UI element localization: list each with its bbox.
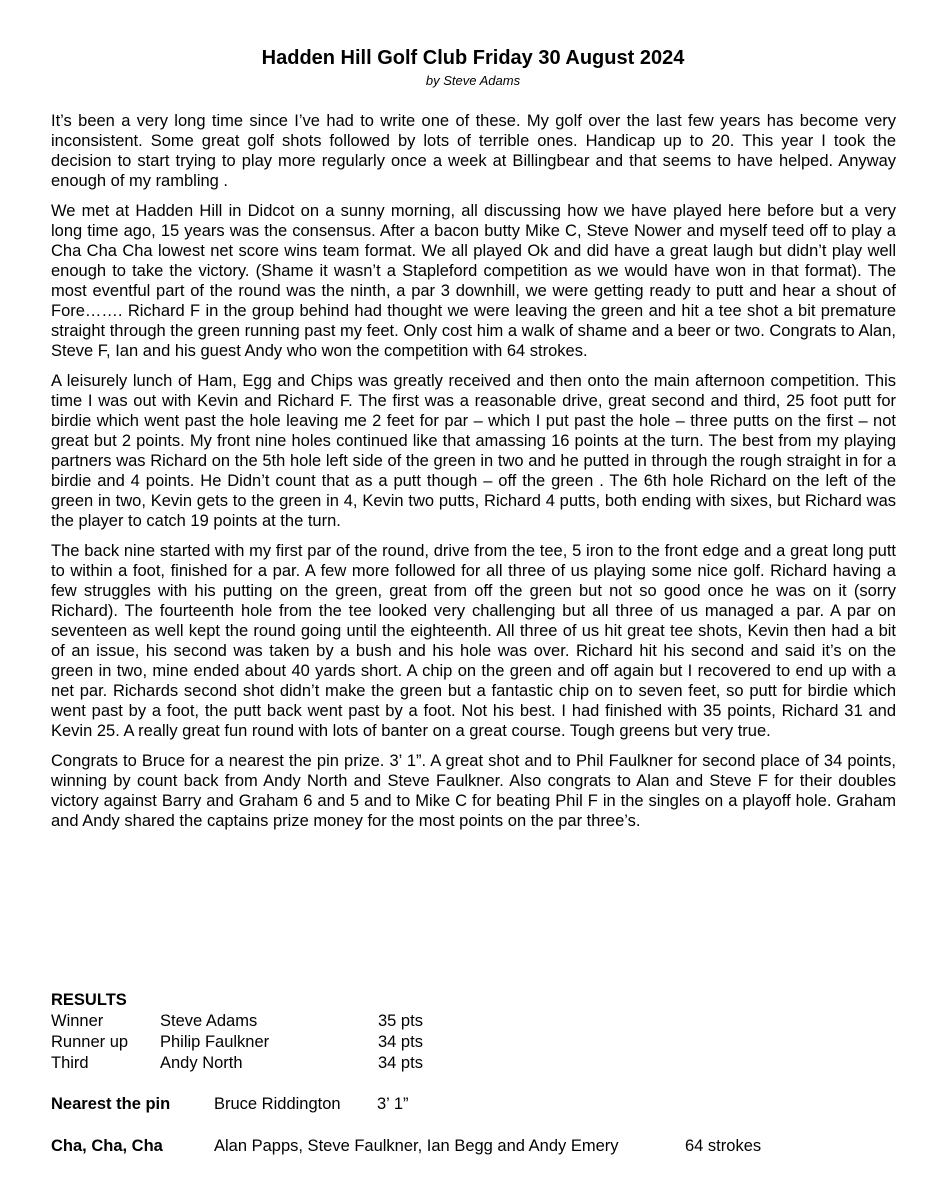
result-position: Third — [51, 1054, 89, 1072]
paragraph: Congrats to Bruce for a nearest the pin prize. 3’ 1”. A great shot and to Phil Faulkner for second place of 34 points, winning by count back from Andy North and Steve Faulkner. Also congrats to Alan and Steve F for their doubles victory against Barry and Graham 6 and 5 and to Mike C for beating Phil F in the singles on a playoff hole. Graham and Andy shared the captains prize money for the most points on the par three’s. — [51, 752, 896, 830]
result-row — [51, 1011, 896, 1032]
result-row — [51, 1032, 896, 1053]
results-heading: RESULTS — [51, 991, 127, 1009]
page-title: Hadden Hill Golf Club Friday 30 August 2024 — [261, 47, 685, 69]
cha-cha-cha-names: Alan Papps, Steve Faulkner, Ian Begg and Andy Emery — [214, 1137, 619, 1155]
paragraph: The back nine started with my first par of the round, drive from the tee, 5 iron to the front edge and a great long putt to within a foot, finished for a par. A few more followed for all three of us playing some nice golf. Richard having a few struggles with his putting on the green, great from off the green but not so good once he was on it (sorry Richard). The fourteenth hole from the tee looked very challenging but all three of us managed a par. A par on seventeen as well kept the round going until the eighteenth. All three of us hit great tee shots, Kevin then had a bit of an issue, his second was taken by a bush and his hole was over. Richard hit his second and said it’s on the green in two, mine ended about 40 yards short. A chip on the green and off again but I recovered to end up with a net par. Richards second shot didn’t make the green but a fantastic chip on to seven feet, so putt for birdie which went past by a foot, the putt back went past by a foot. Not his best. I had finished with 35 points, Richard 31 and Kevin 25. A really great fun round with lots of banter on a great course. Tough greens but very true. — [51, 542, 896, 740]
results-table — [51, 990, 896, 1074]
result-name: Andy North — [160, 1054, 243, 1072]
nearest-pin-name: Bruce Riddington — [214, 1095, 341, 1113]
result-points: 34 pts — [378, 1033, 423, 1051]
paragraph: We met at Hadden Hill in Didcot on a sunny morning, all discussing how we have played here before but a very long time ago, 15 years was the consensus. After a bacon butty Mike C, Steve Nower and myself teed off to play a Cha Cha Cha lowest net score wins team format. We all played Ok and did have a great laugh but didn’t play well enough to take the victory. (Shame it wasn’t a Stapleford competition as we would have won in that format). The most eventful part of the round was the ninth, a par 3 downhill, we were getting ready to putt and hear a shout of Fore……. Richard F in the group behind had thought we were leaving the green and hit a tee shot a bit premature straight through the green running past my feet. Only cost him a walk of shame and a beer or two. Congrats to Alan, Steve F, Ian and his guest Andy who won the competition with 64 strokes. — [51, 202, 896, 360]
cha-cha-cha-score: 64 strokes — [685, 1137, 762, 1155]
result-points: 35 pts — [378, 1012, 423, 1030]
result-name: Steve Adams — [160, 1012, 258, 1030]
nearest-pin-label: Nearest the pin — [51, 1095, 171, 1113]
article-body — [51, 111, 896, 841]
result-row — [51, 1053, 896, 1074]
paragraph: A leisurely lunch of Ham, Egg and Chips was greatly received and then onto the main afternoon competition. This time I was out with Kevin and Richard F. The first was a reasonable drive, great second and third, 25 foot putt for birdie which went past the hole leaving me 2 feet for par – which I put past the hole – three putts on the first – not great but 2 points. My front nine holes continued like that amassing 16 points at the turn. The best from my playing partners was Richard on the 5th hole left side of the green in two and he putted in through the rough straight in for a birdie and 4 points. He Didn’t count that as a putt though – off the green . The 6th hole Richard on the left of the green in two, Kevin gets to the green in 4, Kevin two putts, Richard 4 putts, both ending with sixes, but Richard was the player to catch 19 points at the turn. — [51, 372, 896, 530]
result-points: 34 pts — [378, 1054, 423, 1072]
byline: by Steve Adams — [425, 73, 521, 88]
result-position: Winner — [51, 1012, 104, 1030]
cha-cha-cha-label: Cha, Cha, Cha — [51, 1137, 163, 1155]
paragraph: It’s been a very long time since I’ve had to write one of these. My golf over the last few years has become very inconsistent. Some great golf shots followed by lots of terrible ones. Handicap up to 20. This year I took the decision to start trying to play more regularly once a week at Billingbear and that seems to have helped. Anyway enough of my rambling . — [51, 112, 896, 190]
result-position: Runner up — [51, 1033, 129, 1051]
nearest-pin-distance: 3’ 1” — [377, 1095, 409, 1113]
result-name: Philip Faulkner — [160, 1033, 270, 1051]
